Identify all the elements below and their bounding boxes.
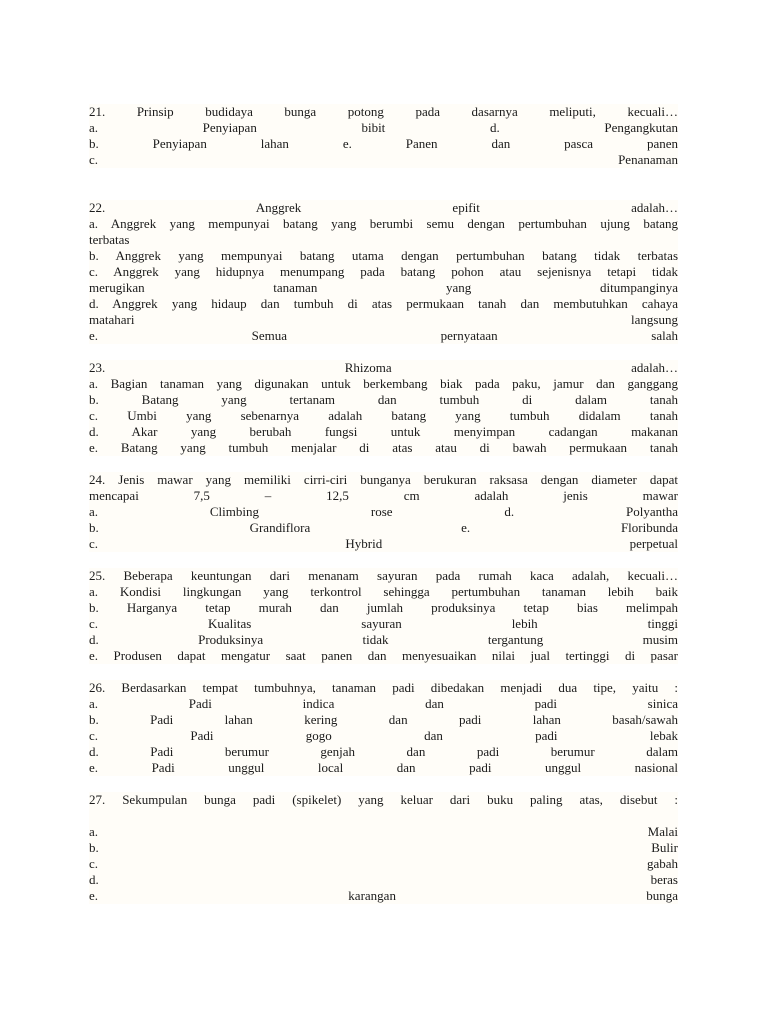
question-26 [89,680,678,776]
answer-line: e. Padi unggul local dan padi unggul nasional [89,760,678,775]
answer-line: a. Padi indica dan padi sinica [89,696,678,711]
answer-line: e. Batang yang tumbuh menjalar di atas atau di bawah permukaan tanah [89,440,678,455]
answer-line: d. Anggrek yang hidaup dan tumbuh di atas permukaan tanah dan membutuhkan cahaya [89,296,678,311]
answer-line: b. Grandiflora e. Floribunda [89,520,678,535]
answer-line: c. Umbi yang sebenarnya adalah batang yang tumbuh didalam tanah [89,408,678,423]
answer-line: d. Padi berumur genjah dan padi berumur dalam [89,744,678,759]
answer-line: b. Batang yang tertanam dan tumbuh di dalam tanah [89,392,678,407]
answer-line: c. Hybrid perpetual [89,536,678,551]
question-text: 23. Rhizoma adalah… [89,360,678,375]
answer-line: b. Padi lahan kering dan padi lahan basah/sawah [89,712,678,727]
blank-line [89,808,678,824]
spacer [89,168,678,200]
answer-line: merugikan tanaman yang ditumpanginya [89,280,678,295]
spacer [89,344,678,360]
answer-line: c. Penanaman [89,152,678,167]
spacer [89,776,678,792]
answer-line: e. karangan bunga [89,888,678,903]
question-text: 26. Berdasarkan tempat tumbuhnya, tanaman padi dibedakan menjadi dua tipe, yaitu : [89,680,678,695]
question-text: 27. Sekumpulan bunga padi (spikelet) yang keluar dari buku paling atas, disebut : [89,792,678,807]
answer-line: c. Anggrek yang hidupnya menumpang pada batang pohon atau sejenisnya tetapi tidak [89,264,678,279]
question-text: 21. Prinsip budidaya bunga potong pada dasarnya meliputi, kecuali… [89,104,678,119]
answer-line: e. Produsen dapat mengatur saat panen dan menyesuaikan nilai jual tertinggi di pasar [89,648,678,663]
answer-line: b. Anggrek yang mempunyai batang utama dengan pertumbuhan batang tidak terbatas [89,248,678,263]
question-text: mencapai 7,5 – 12,5 cm adalah jenis mawar [89,488,678,503]
answer-line: a. Bagian tanaman yang digunakan untuk berkembang biak pada paku, jamur dan ganggang [89,376,678,391]
answer-line: b. Harganya tetap murah dan jumlah produksinya tetap bias melimpah [89,600,678,615]
answer-line: c. Kualitas sayuran lebih tinggi [89,616,678,631]
question-22 [89,200,678,344]
answer-line: matahari langsung [89,312,678,327]
spacer [89,664,678,680]
answer-line: b. Penyiapan lahan e. Panen dan pasca panen [89,136,678,151]
question-23 [89,360,678,456]
answer-line: b. Bulir [89,840,678,855]
answer-line: d. beras [89,872,678,887]
answer-line: a. Penyiapan bibit d. Pengangkutan [89,120,678,135]
question-text: 25. Beberapa keuntungan dari menanam sayuran pada rumah kaca adalah, kecuali… [89,568,678,583]
question-27 [89,792,678,904]
answer-line: c. gabah [89,856,678,871]
question-25 [89,568,678,664]
question-text: 22. Anggrek epifit adalah… [89,200,678,215]
answer-line: e. Semua pernyataan salah [89,328,678,343]
question-21 [89,104,678,168]
answer-line: a. Anggrek yang mempunyai batang yang berumbi semu dengan pertumbuhan ujung batang [89,216,678,231]
answer-line: a. Malai [89,824,678,839]
answer-line: c. Padi gogo dan padi lebak [89,728,678,743]
question-24 [89,472,678,552]
question-list [89,104,678,904]
answer-line: a. Kondisi lingkungan yang terkontrol sehingga pertumbuhan tanaman lebih baik [89,584,678,599]
answer-line: d. Produksinya tidak tergantung musim [89,632,678,647]
spacer [89,552,678,568]
spacer [89,456,678,472]
answer-line: a. Climbing rose d. Polyantha [89,504,678,519]
answer-line: d. Akar yang berubah fungsi untuk menyimpan cadangan makanan [89,424,678,439]
answer-line: terbatas [89,232,678,248]
question-text: 24. Jenis mawar yang memiliki cirri-ciri bunganya berukuran raksasa dengan diameter dapat [89,472,678,487]
